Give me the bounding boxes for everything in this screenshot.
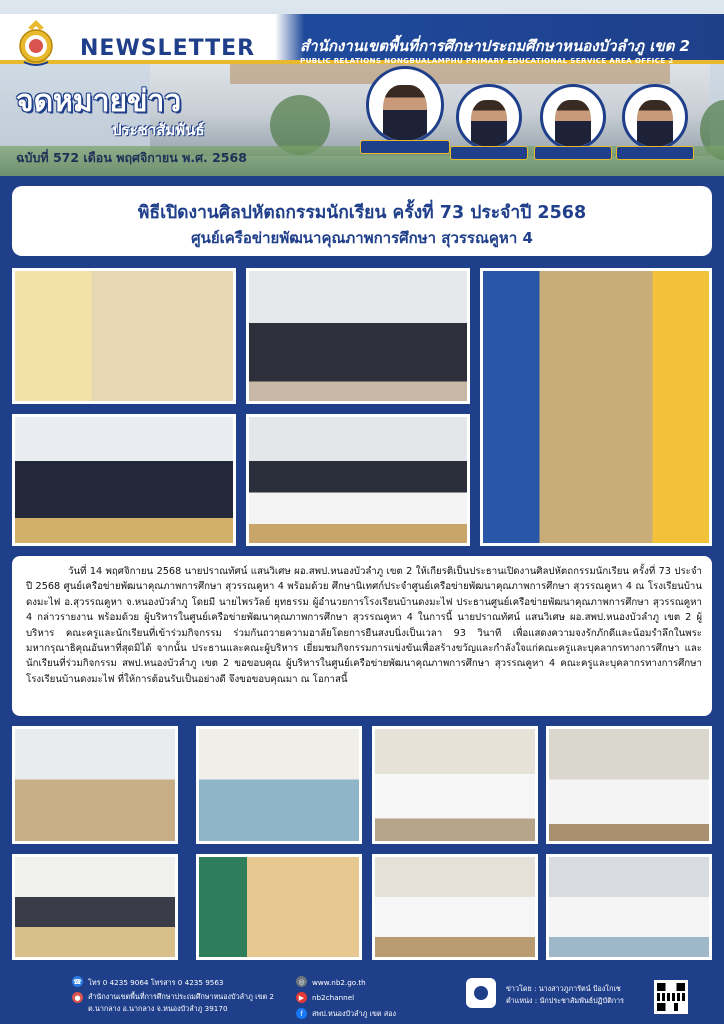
name-plate [450,146,528,160]
office-name-english: PUBLIC RELATIONS NONGBUALAMPHU PRIMARY EDUCATIONAL SERVICE AREA OFFICE 2 [300,56,674,65]
activity-photo [196,854,362,960]
contact-phone: โทร 0 4235 9064 โทรสาร 0 4235 9563 [88,978,224,987]
activity-photo [196,726,362,844]
activity-photo [372,854,538,960]
website-link[interactable]: www.nb2.go.th [312,978,366,987]
activity-photo [546,854,712,960]
headline-subtitle: ศูนย์เครือข่ายพัฒนาคุณภาพการศึกษา สุวรรณคูหา 4 [191,229,533,247]
office-name-thai: สำนักงานเขตพื้นที่การศึกษาประถมศึกษาหนองบัวลำภู เขต 2 [300,37,690,55]
facebook-link[interactable]: สพป.หนองบัวลำภู เขต สอง [312,1009,397,1018]
youtube-icon: ▶ [296,992,307,1003]
headline-title: พิธีเปิดงานศิลปหัตถกรรมนักเรียน ครั้งที่ 73 ประจำปี 2568 [137,203,587,223]
executive-portrait [622,84,688,150]
newsletter-subtitle: ประชาสัมพันธ์ [112,121,205,139]
activity-photo [12,854,178,960]
event-photo-ceremony [12,268,236,404]
issue-number: ฉบับที่ 572 เดือน พฤศจิกายน พ.ศ. 2568 [16,150,247,165]
globe-icon: ◎ [296,976,307,987]
location-icon: ● [72,992,83,1003]
event-photo-speaker [480,268,712,546]
executive-portrait [366,66,444,144]
name-plate [616,146,694,160]
camera-icon [466,978,496,1008]
obec-logo-icon [14,18,58,68]
article-body: วันที่ 14 พฤศจิกายน 2568 นายปราณทัศน์ แสนวิเศษ ผอ.สพป.หนองบัวลำภู เขต 2 ให้เกียรติเป็นประธานเปิดงานศิลปหัตถกรรมนักเรียน ครั้งที่ 73 ประจำปี 2568 ศูนย์เครือข่ายพัฒนาคุณภาพการศึกษา สุวรรณคูหา 4 พร้อมด้วย ศึกษานิเทศก์ประจำศูนย์เครือข่ายพัฒนาคุณภาพการศึกษา สุวรรณคูหา 4 ณ โรงเรียนบ้านดงมะไฟ อ.สุวรรณคูหา จ.หนองบัวลำภู โดยมี นายไพรวัลย์ ยุทธรรม ผู้อำนวยการโรงเรียนบ้านดงมะไฟ ประธานศูนย์เครือข่ายพัฒนาคุณภาพการศึกษา สุวรรณคูหา 4 กล่าวรายงาน พร้อมด้วย ผู้บริหารในศูนย์เครือข่ายพัฒนาคุณภาพการศึกษา สุวรรณคูหา 4 ในการนี้ นายปราณทัศน์ แสนวิเศษ ผอ.สพป.หนองบัวลำภู เขต 2 ผู้บริหาร คณะครูและนักเรียนที่เข้าร่วมกิจกรรม ร่วมกันถวายความอาลัยโดยการยืนสงบนิ่งเป็นเวลา 93 วินาที เพื่อแสดงความจงรักภักดีและน้อมรำลึกในพระมหากรุณาธิคุณอันหาที่สุดมิได้ จากนั้น ประธานและคณะผู้บริหาร เยี่ยมชมกิจกรรมการแข่งขันเพื่อสร้างขวัญและกำลังใจแก่คณะครูและบุคลากรทางการศึกษา และนักเรียนที่ร่วมกิจกรรม สพป.หนองบัวลำภู เขต 2 ขอขอบคุณ ผู้บริหารในศูนย์เครือข่ายพัฒนาคุณภาพการศึกษา สุวรรณคูหา 4 คณะครูและบุคลากรทางการศึกษา โรงเรียนบ้านดงมะไฟ ที่ให้การต้อนรับเป็นอย่างดี จึงขอขอบคุณมา ณ โอกาสนี้ [26,566,702,685]
youtube-link[interactable]: nb2channel [312,993,355,1002]
event-photo-students [246,414,470,546]
top-bar [0,14,724,65]
newsletter-title: จดหมายข่าว [16,84,182,119]
executive-portrait [540,84,606,150]
executive-portrait [456,84,522,150]
event-photo-group [12,414,236,546]
phone-icon: ☎ [73,977,82,986]
news-credit: ข่าวโดย : นางสาวภูภารัตน์ ป้องโกเช [506,984,621,993]
event-photo-officials [246,268,470,404]
activity-photo [546,726,712,844]
headline-box [12,186,712,256]
footer [0,966,724,1024]
article-body-box [12,556,712,716]
newsletter-brand: NEWSLETTER [80,36,256,61]
contact-address-line2: ต.นากลาง อ.นากลาง จ.หนองบัวลำภู 39170 [88,1004,228,1013]
activity-photo [372,726,538,844]
activity-photo [12,726,178,844]
qr-code[interactable] [654,980,688,1014]
header-banner [0,0,724,176]
name-plate [360,140,450,154]
name-plate [534,146,612,160]
contact-address-line1: สำนักงานเขตพื้นที่การศึกษาประถมศึกษาหนองบัวลำภู เขต 2 [88,992,275,1001]
news-credit-role: ตำแหน่ง : นักประชาสัมพันธ์ปฏิบัติการ [506,996,624,1005]
facebook-icon: f [296,1008,307,1019]
